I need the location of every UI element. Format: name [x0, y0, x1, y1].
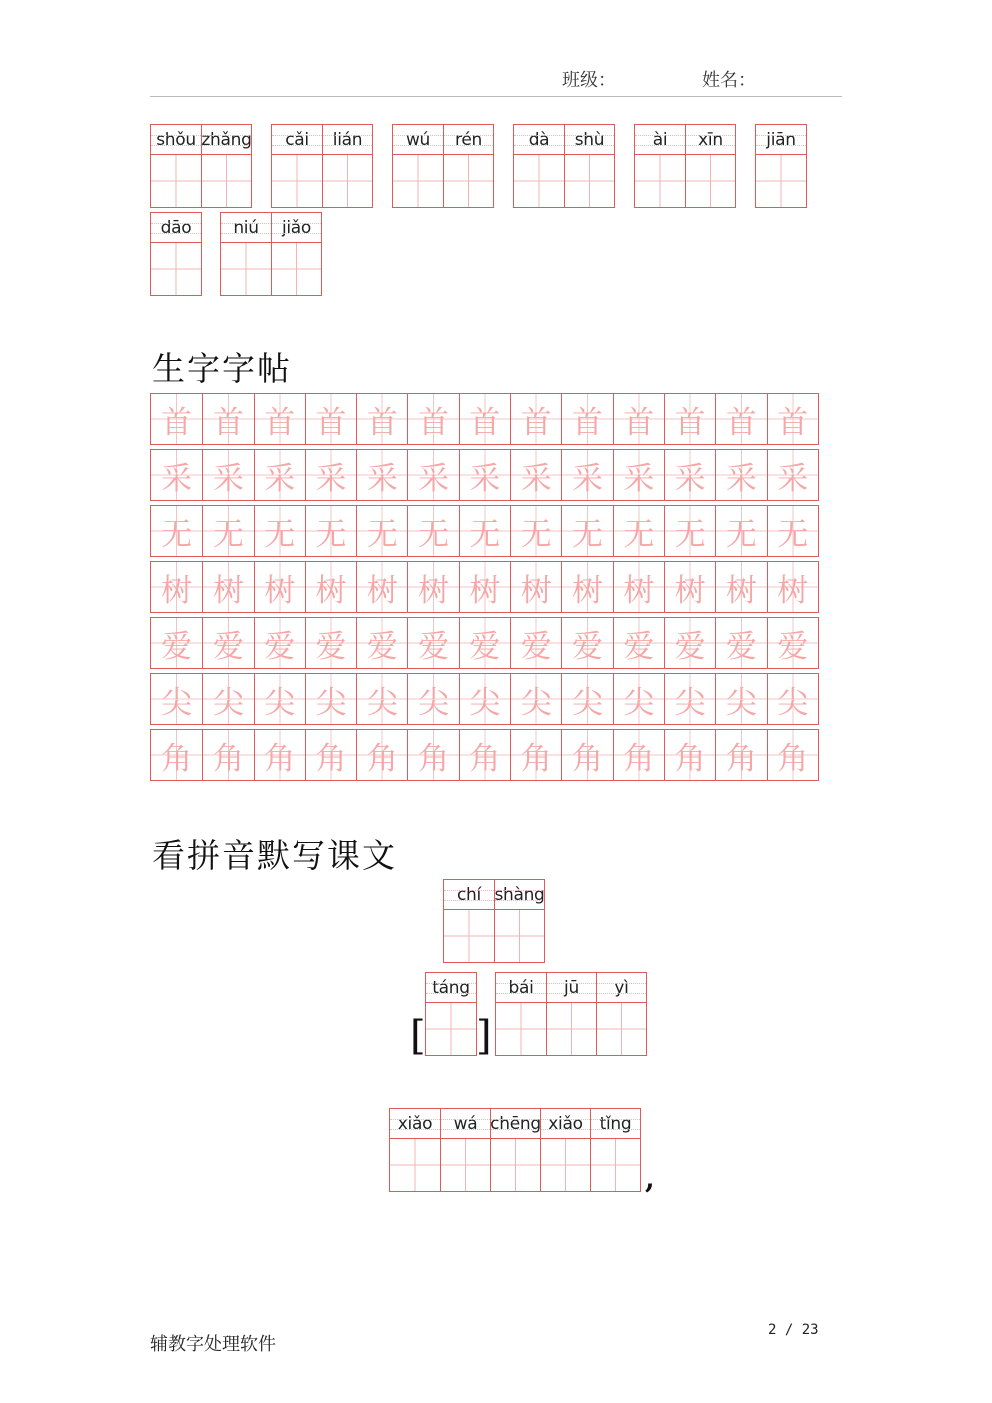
trace-character[interactable]: 无	[613, 506, 664, 556]
writing-box[interactable]	[151, 155, 201, 207]
trace-character[interactable]: 角	[767, 730, 818, 780]
trace-character[interactable]: 尖	[254, 674, 305, 724]
pinyin-group-3	[392, 124, 494, 208]
trace-character[interactable]: 角	[202, 730, 253, 780]
writing-box[interactable]	[565, 155, 614, 207]
trace-character[interactable]: 爱	[407, 618, 458, 668]
copy-section-title: 生字字帖	[152, 349, 292, 388]
trace-character[interactable]: 爱	[767, 618, 818, 668]
pinyin-group-1	[150, 124, 252, 208]
trace-character[interactable]: 角	[254, 730, 305, 780]
trace-character[interactable]: 首	[202, 394, 253, 444]
dictation-line-2b	[495, 972, 647, 1056]
trace-character[interactable]: 首	[356, 394, 407, 444]
writing-box[interactable]	[221, 243, 271, 295]
pinyin-cell	[590, 1109, 640, 1191]
dictation-section-title: 看拼音默写课文	[152, 836, 397, 875]
pinyin-text: wá	[441, 1109, 490, 1139]
pinyin-cell	[390, 1109, 440, 1191]
trace-character[interactable]: 无	[664, 506, 715, 556]
pinyin-cell	[685, 125, 735, 207]
trace-character[interactable]: 尖	[561, 674, 612, 724]
trace-character[interactable]: 爱	[561, 618, 612, 668]
dictation-line-3	[389, 1108, 641, 1192]
pinyin-text: shàng	[495, 880, 544, 910]
pinyin-cell	[494, 880, 544, 962]
pinyin-group-4	[513, 124, 615, 208]
trace-character[interactable]: 无	[767, 506, 818, 556]
pinyin-text: xiǎo	[390, 1109, 440, 1139]
trace-character[interactable]: 无	[202, 506, 253, 556]
trace-character[interactable]: 尖	[407, 674, 458, 724]
pinyin-text: shù	[565, 125, 614, 155]
trace-character[interactable]: 爱	[613, 618, 664, 668]
comma-mark: ,	[645, 1162, 655, 1195]
copy-row	[150, 449, 819, 501]
trace-character[interactable]: 角	[613, 730, 664, 780]
trace-character[interactable]: 角	[510, 730, 561, 780]
writing-box[interactable]	[426, 1003, 476, 1055]
pinyin-cell	[443, 125, 493, 207]
pinyin-group-6	[755, 124, 807, 208]
pinyin-cell	[540, 1109, 590, 1191]
pinyin-text: rén	[444, 125, 493, 155]
pinyin-text: wú	[393, 125, 443, 155]
trace-character[interactable]: 爱	[459, 618, 510, 668]
writing-box[interactable]	[441, 1139, 490, 1191]
trace-character[interactable]: 尖	[151, 674, 202, 724]
pinyin-text: táng	[426, 973, 476, 1003]
copy-row	[150, 393, 819, 445]
pinyin-cell	[756, 125, 806, 207]
trace-character[interactable]: 爱	[664, 618, 715, 668]
writing-box[interactable]	[491, 1139, 540, 1191]
pinyin-text: dāo	[151, 213, 201, 243]
trace-character[interactable]: 采	[151, 450, 202, 500]
pinyin-text: chí	[444, 880, 494, 910]
trace-character[interactable]: 无	[356, 506, 407, 556]
pinyin-cell	[440, 1109, 490, 1191]
trace-character[interactable]: 爱	[356, 618, 407, 668]
pinyin-cell	[564, 125, 614, 207]
trace-character[interactable]: 树	[510, 562, 561, 612]
trace-character[interactable]: 无	[715, 506, 766, 556]
trace-character[interactable]: 尖	[715, 674, 766, 724]
writing-box[interactable]	[393, 155, 443, 207]
trace-character[interactable]: 爱	[305, 618, 356, 668]
copy-row	[150, 617, 819, 669]
pinyin-cell	[201, 125, 251, 207]
pinyin-group-7	[150, 212, 202, 296]
pinyin-text: yì	[597, 973, 646, 1003]
trace-character[interactable]: 角	[561, 730, 612, 780]
trace-character[interactable]: 树	[561, 562, 612, 612]
pinyin-text: chēng	[491, 1109, 540, 1139]
trace-character[interactable]: 爱	[151, 618, 202, 668]
pinyin-text: niú	[221, 213, 271, 243]
trace-character[interactable]: 尖	[202, 674, 253, 724]
copy-row	[150, 729, 819, 781]
trace-character[interactable]: 树	[664, 562, 715, 612]
writing-box[interactable]	[444, 910, 494, 962]
writing-box[interactable]	[756, 155, 806, 207]
dictation-line-2a	[425, 972, 477, 1056]
trace-character[interactable]: 爱	[510, 618, 561, 668]
class-label: 班级：	[562, 70, 616, 91]
trace-character[interactable]: 树	[767, 562, 818, 612]
writing-box[interactable]	[272, 155, 322, 207]
trace-character[interactable]: 首	[407, 394, 458, 444]
writing-box[interactable]	[541, 1139, 590, 1191]
trace-character[interactable]: 树	[305, 562, 356, 612]
trace-character[interactable]: 无	[510, 506, 561, 556]
trace-character[interactable]: 角	[356, 730, 407, 780]
trace-character[interactable]: 角	[407, 730, 458, 780]
trace-character[interactable]: 树	[613, 562, 664, 612]
trace-character[interactable]: 采	[664, 450, 715, 500]
trace-character[interactable]: 角	[459, 730, 510, 780]
pinyin-text: jiān	[756, 125, 806, 155]
trace-character[interactable]: 树	[151, 562, 202, 612]
pinyin-text: lián	[323, 125, 372, 155]
trace-character[interactable]: 爱	[715, 618, 766, 668]
pinyin-text: tǐng	[591, 1109, 640, 1139]
trace-character[interactable]: 采	[459, 450, 510, 500]
trace-character[interactable]: 首	[613, 394, 664, 444]
trace-character[interactable]: 首	[715, 394, 766, 444]
trace-character[interactable]: 爱	[254, 618, 305, 668]
trace-character[interactable]: 爱	[202, 618, 253, 668]
trace-character[interactable]: 角	[305, 730, 356, 780]
writing-box[interactable]	[151, 243, 201, 295]
trace-character[interactable]: 树	[407, 562, 458, 612]
copy-row	[150, 505, 819, 557]
pinyin-cell	[221, 213, 271, 295]
pinyin-cell	[596, 973, 646, 1055]
bracket-open: [	[410, 1013, 426, 1059]
trace-character[interactable]: 采	[715, 450, 766, 500]
trace-character[interactable]: 采	[254, 450, 305, 500]
pinyin-cell	[393, 125, 443, 207]
trace-character[interactable]: 首	[254, 394, 305, 444]
trace-character[interactable]: 尖	[767, 674, 818, 724]
writing-box[interactable]	[444, 155, 493, 207]
trace-character[interactable]: 无	[305, 506, 356, 556]
trace-character[interactable]: 尖	[356, 674, 407, 724]
trace-character[interactable]: 树	[356, 562, 407, 612]
pinyin-text: ài	[635, 125, 685, 155]
trace-character[interactable]: 尖	[510, 674, 561, 724]
pinyin-text: zhǎng	[202, 125, 251, 155]
trace-character[interactable]: 无	[561, 506, 612, 556]
pinyin-text: shǒu	[151, 125, 201, 155]
header-divider	[150, 96, 842, 97]
pinyin-text: cǎi	[272, 125, 322, 155]
trace-character[interactable]: 采	[767, 450, 818, 500]
writing-box[interactable]	[514, 155, 564, 207]
trace-character[interactable]: 首	[305, 394, 356, 444]
writing-box[interactable]	[686, 155, 735, 207]
trace-character[interactable]: 采	[561, 450, 612, 500]
trace-character[interactable]: 无	[459, 506, 510, 556]
name-label: 姓名：	[702, 70, 756, 91]
dictation-line-1	[443, 879, 545, 963]
trace-character[interactable]: 树	[459, 562, 510, 612]
pinyin-cell	[271, 213, 321, 295]
writing-box[interactable]	[323, 155, 372, 207]
writing-box[interactable]	[390, 1139, 440, 1191]
pinyin-cell	[444, 880, 494, 962]
writing-box[interactable]	[591, 1139, 640, 1191]
trace-character[interactable]: 无	[254, 506, 305, 556]
copy-row	[150, 561, 819, 613]
page-number: 2 / 23	[768, 1322, 819, 1338]
trace-character[interactable]: 采	[305, 450, 356, 500]
trace-character[interactable]: 首	[459, 394, 510, 444]
trace-character[interactable]: 尖	[613, 674, 664, 724]
pinyin-group-5	[634, 124, 736, 208]
writing-box[interactable]	[547, 1003, 596, 1055]
trace-character[interactable]: 树	[202, 562, 253, 612]
trace-character[interactable]: 采	[510, 450, 561, 500]
trace-character[interactable]: 采	[356, 450, 407, 500]
trace-character[interactable]: 角	[715, 730, 766, 780]
pinyin-cell	[151, 125, 201, 207]
pinyin-text: bái	[496, 973, 546, 1003]
pinyin-text: jū	[547, 973, 596, 1003]
trace-character[interactable]: 采	[613, 450, 664, 500]
writing-box[interactable]	[496, 1003, 546, 1055]
pinyin-text: xiǎo	[541, 1109, 590, 1139]
writing-box[interactable]	[202, 155, 251, 207]
pinyin-cell	[635, 125, 685, 207]
trace-character[interactable]: 采	[407, 450, 458, 500]
pinyin-cell	[151, 213, 201, 295]
pinyin-cell	[426, 973, 476, 1055]
trace-character[interactable]: 首	[664, 394, 715, 444]
trace-character[interactable]: 角	[664, 730, 715, 780]
trace-character[interactable]: 尖	[459, 674, 510, 724]
trace-character[interactable]: 首	[561, 394, 612, 444]
pinyin-group-8	[220, 212, 322, 296]
trace-character[interactable]: 无	[151, 506, 202, 556]
pinyin-cell	[514, 125, 564, 207]
pinyin-text: dà	[514, 125, 564, 155]
trace-character[interactable]: 无	[407, 506, 458, 556]
bracket-close: ]	[476, 1013, 492, 1059]
trace-character[interactable]: 采	[202, 450, 253, 500]
writing-box[interactable]	[495, 910, 544, 962]
writing-box[interactable]	[635, 155, 685, 207]
pinyin-group-2	[271, 124, 373, 208]
trace-character[interactable]: 尖	[664, 674, 715, 724]
trace-character[interactable]: 首	[151, 394, 202, 444]
pinyin-text: jiǎo	[272, 213, 321, 243]
pinyin-text: xīn	[686, 125, 735, 155]
trace-character[interactable]: 尖	[305, 674, 356, 724]
copy-row	[150, 673, 819, 725]
pinyin-cell	[496, 973, 546, 1055]
pinyin-cell	[546, 973, 596, 1055]
trace-character[interactable]: 首	[767, 394, 818, 444]
writing-box[interactable]	[597, 1003, 646, 1055]
pinyin-cell	[322, 125, 372, 207]
trace-character[interactable]: 树	[254, 562, 305, 612]
trace-character[interactable]: 角	[151, 730, 202, 780]
writing-box[interactable]	[272, 243, 321, 295]
footer-software-name: 辅教字处理软件	[150, 1334, 276, 1355]
pinyin-cell	[272, 125, 322, 207]
pinyin-cell	[490, 1109, 540, 1191]
trace-character[interactable]: 树	[715, 562, 766, 612]
trace-character[interactable]: 首	[510, 394, 561, 444]
